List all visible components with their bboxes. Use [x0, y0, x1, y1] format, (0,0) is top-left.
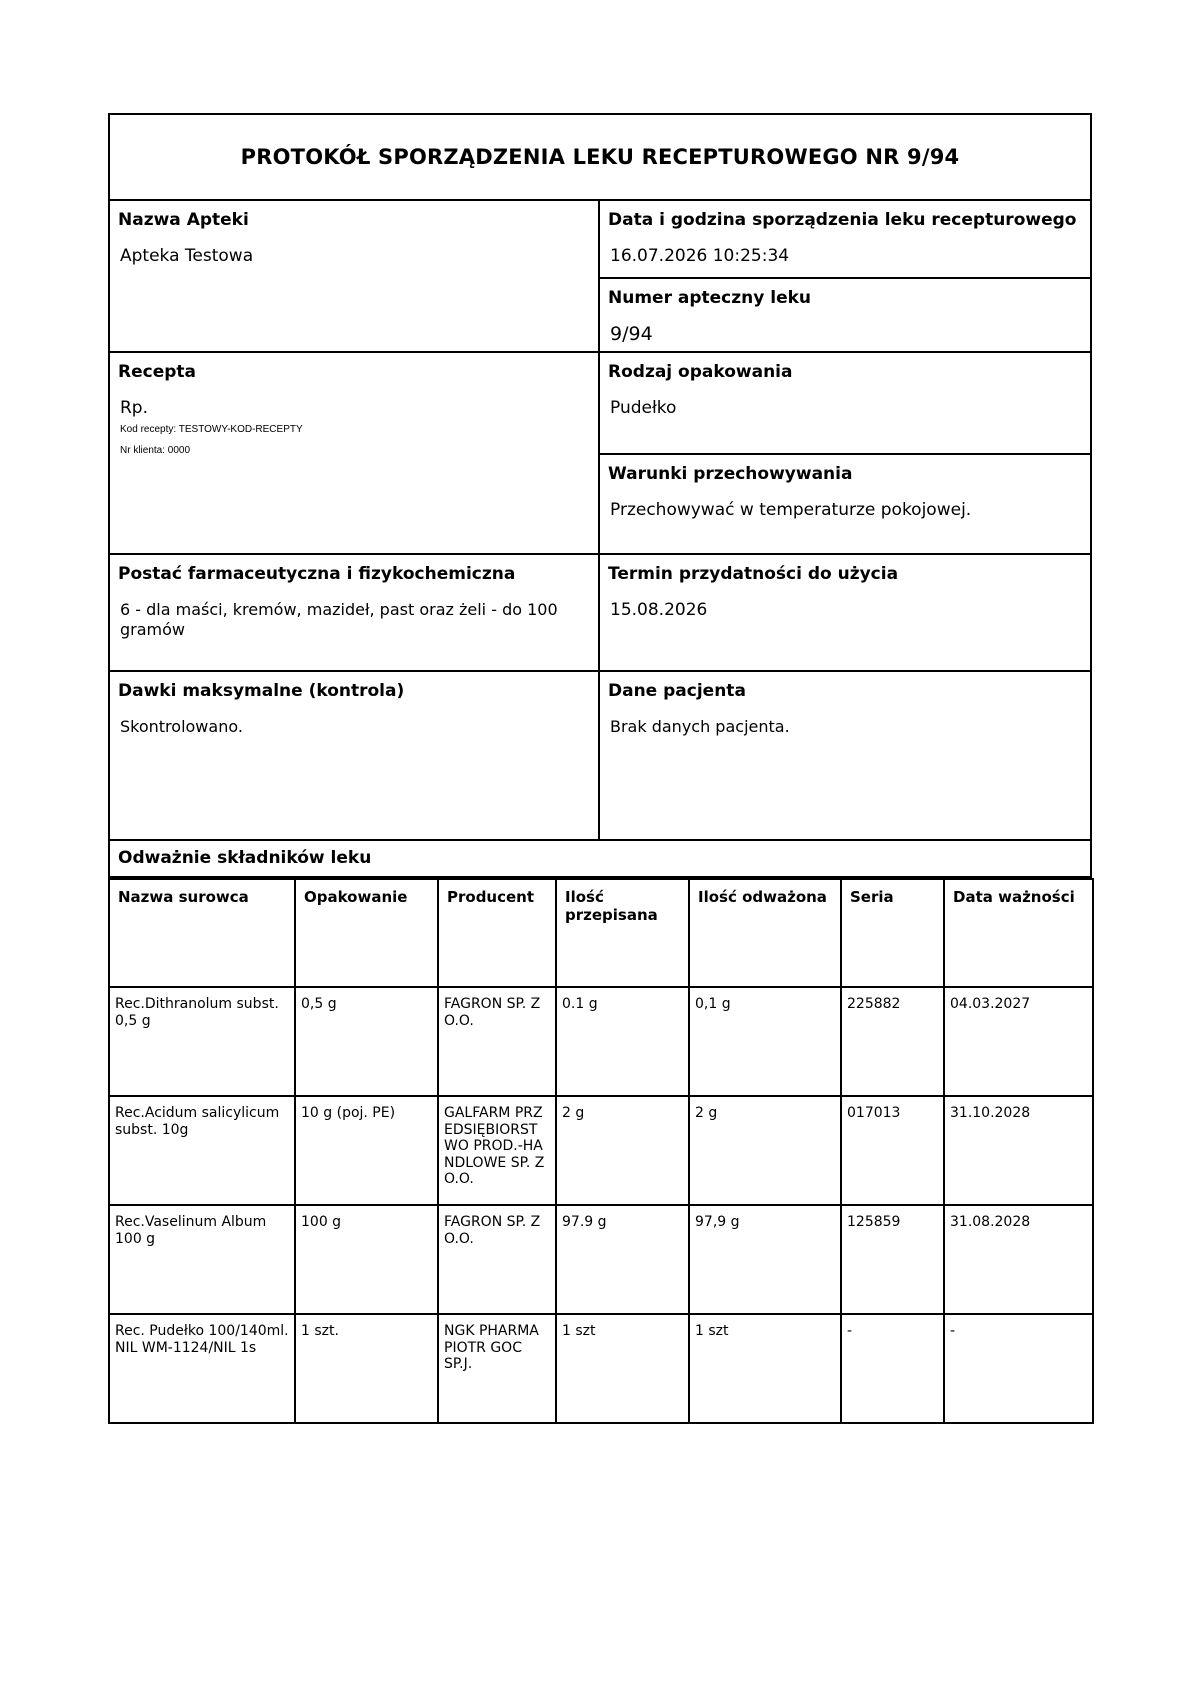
col-left: [110, 672, 600, 839]
row-form: [108, 555, 1092, 672]
table-row: [109, 1314, 1093, 1423]
column-header: Opakowanie: [295, 879, 438, 987]
pharmacy-number-value: 9/94: [610, 323, 653, 345]
packaging-cell: [600, 353, 1090, 453]
patient-label: Dane pacjenta: [608, 681, 746, 701]
ingredients-header: Odważnie składników leku: [108, 841, 1092, 878]
table-cell: Rec.Acidum salicylicum subst. 10g: [109, 1096, 295, 1205]
prepared-at-cell: [600, 201, 1090, 277]
table-row: [109, 987, 1093, 1096]
prescription-cell: [110, 353, 598, 553]
table-cell: 1 szt.: [295, 1314, 438, 1423]
table-cell: 10 g (poj. PE): [295, 1096, 438, 1205]
document-title: PROTOKÓŁ SPORZĄDZENIA LEKU RECEPTUROWEGO NR 9/94: [108, 113, 1092, 201]
prescription-value: Rp.: [120, 398, 149, 418]
table-cell: 0,1 g: [689, 987, 841, 1096]
table-cell: Rec. Pudełko 100/140ml. NIL WM-1124/NIL 1s: [109, 1314, 295, 1423]
max-doses-label: Dawki maksymalne (kontrola): [118, 681, 405, 701]
col-left: [110, 353, 600, 553]
row-pharmacy: [108, 201, 1092, 353]
table-cell: GALFARM PRZ EDSIĘBIORST WO PROD.-HA NDLOWE SP. Z O.O.: [438, 1096, 556, 1205]
col-right: [600, 672, 1090, 839]
form-value: 6 - dla maści, kremów, mazideł, past oraz żeli - do 100 gramów: [120, 600, 558, 639]
pharmacy-number-label: Numer apteczny leku: [608, 288, 812, 308]
row-prescription: [108, 353, 1092, 555]
max-doses-cell: [110, 672, 598, 839]
storage-label: Warunki przechowywania: [608, 464, 853, 484]
max-doses-value: Skontrolowano.: [120, 717, 243, 736]
ingredients-table: [108, 878, 1094, 1424]
prescription-label: Recepta: [118, 362, 196, 382]
table-cell: 2 g: [689, 1096, 841, 1205]
table-cell: -: [944, 1314, 1093, 1423]
table-cell: 1 szt: [689, 1314, 841, 1423]
table-row: [109, 1205, 1093, 1314]
table-cell: FAGRON SP. Z O.O.: [438, 1205, 556, 1314]
table-cell: 1 szt: [556, 1314, 689, 1423]
table-cell: 31.10.2028: [944, 1096, 1093, 1205]
column-header: Seria: [841, 879, 944, 987]
patient-value: Brak danych pacjenta.: [610, 717, 790, 736]
protocol-document: [108, 113, 1092, 1424]
table-cell: FAGRON SP. Z O.O.: [438, 987, 556, 1096]
table-cell: 017013: [841, 1096, 944, 1205]
table-header-row: [109, 879, 1093, 987]
patient-cell: [600, 672, 1090, 839]
form-cell: [110, 555, 598, 670]
table-cell: Rec.Vaselinum Album 100 g: [109, 1205, 295, 1314]
column-header: Nazwa surowca: [109, 879, 295, 987]
table-cell: 0,5 g: [295, 987, 438, 1096]
table-cell: 31.08.2028: [944, 1205, 1093, 1314]
row-doses: [108, 672, 1092, 841]
packaging-label: Rodzaj opakowania: [608, 362, 793, 382]
form-label: Postać farmaceutyczna i fizykochemiczna: [118, 564, 516, 584]
table-cell: 125859: [841, 1205, 944, 1314]
table-cell: 97.9 g: [556, 1205, 689, 1314]
pharmacy-value: Apteka Testowa: [120, 246, 254, 266]
col-right: [600, 353, 1090, 553]
column-header: Data ważności: [944, 879, 1093, 987]
table-cell: NGK PHARMA PIOTR GOC SP.J.: [438, 1314, 556, 1423]
table-cell: 0.1 g: [556, 987, 689, 1096]
column-header: Ilość odważona: [689, 879, 841, 987]
storage-value: Przechowywać w temperaturze pokojowej.: [610, 500, 972, 520]
table-cell: 225882: [841, 987, 944, 1096]
column-header: Producent: [438, 879, 556, 987]
table-cell: Rec.Dithranolum subst. 0,5 g: [109, 987, 295, 1096]
prepared-at-value: 16.07.2026 10:25:34: [610, 246, 790, 266]
col-left: [110, 201, 600, 351]
table-cell: 2 g: [556, 1096, 689, 1205]
table-cell: 04.03.2027: [944, 987, 1093, 1096]
pharmacy-number-cell: [600, 277, 1090, 351]
table-cell: -: [841, 1314, 944, 1423]
storage-cell: [600, 453, 1090, 553]
expiry-value: 15.08.2026: [610, 600, 708, 620]
prepared-at-label: Data i godzina sporządzenia leku recepturowego: [608, 210, 1077, 230]
expiry-cell: [600, 555, 1090, 670]
pharmacy-label: Nazwa Apteki: [118, 210, 249, 230]
table-cell: 100 g: [295, 1205, 438, 1314]
col-left: [110, 555, 600, 670]
table-cell: 97,9 g: [689, 1205, 841, 1314]
client-number: Nr klienta: 0000: [120, 445, 191, 456]
pharmacy-cell: [110, 201, 598, 351]
prescription-code: Kod recepty: TESTOWY-KOD-RECEPTY: [120, 424, 303, 435]
col-right: [600, 555, 1090, 670]
col-right: [600, 201, 1090, 351]
expiry-label: Termin przydatności do użycia: [608, 564, 899, 584]
packaging-value: Pudełko: [610, 398, 677, 418]
column-header: Ilość przepisana: [556, 879, 689, 987]
table-row: [109, 1096, 1093, 1205]
